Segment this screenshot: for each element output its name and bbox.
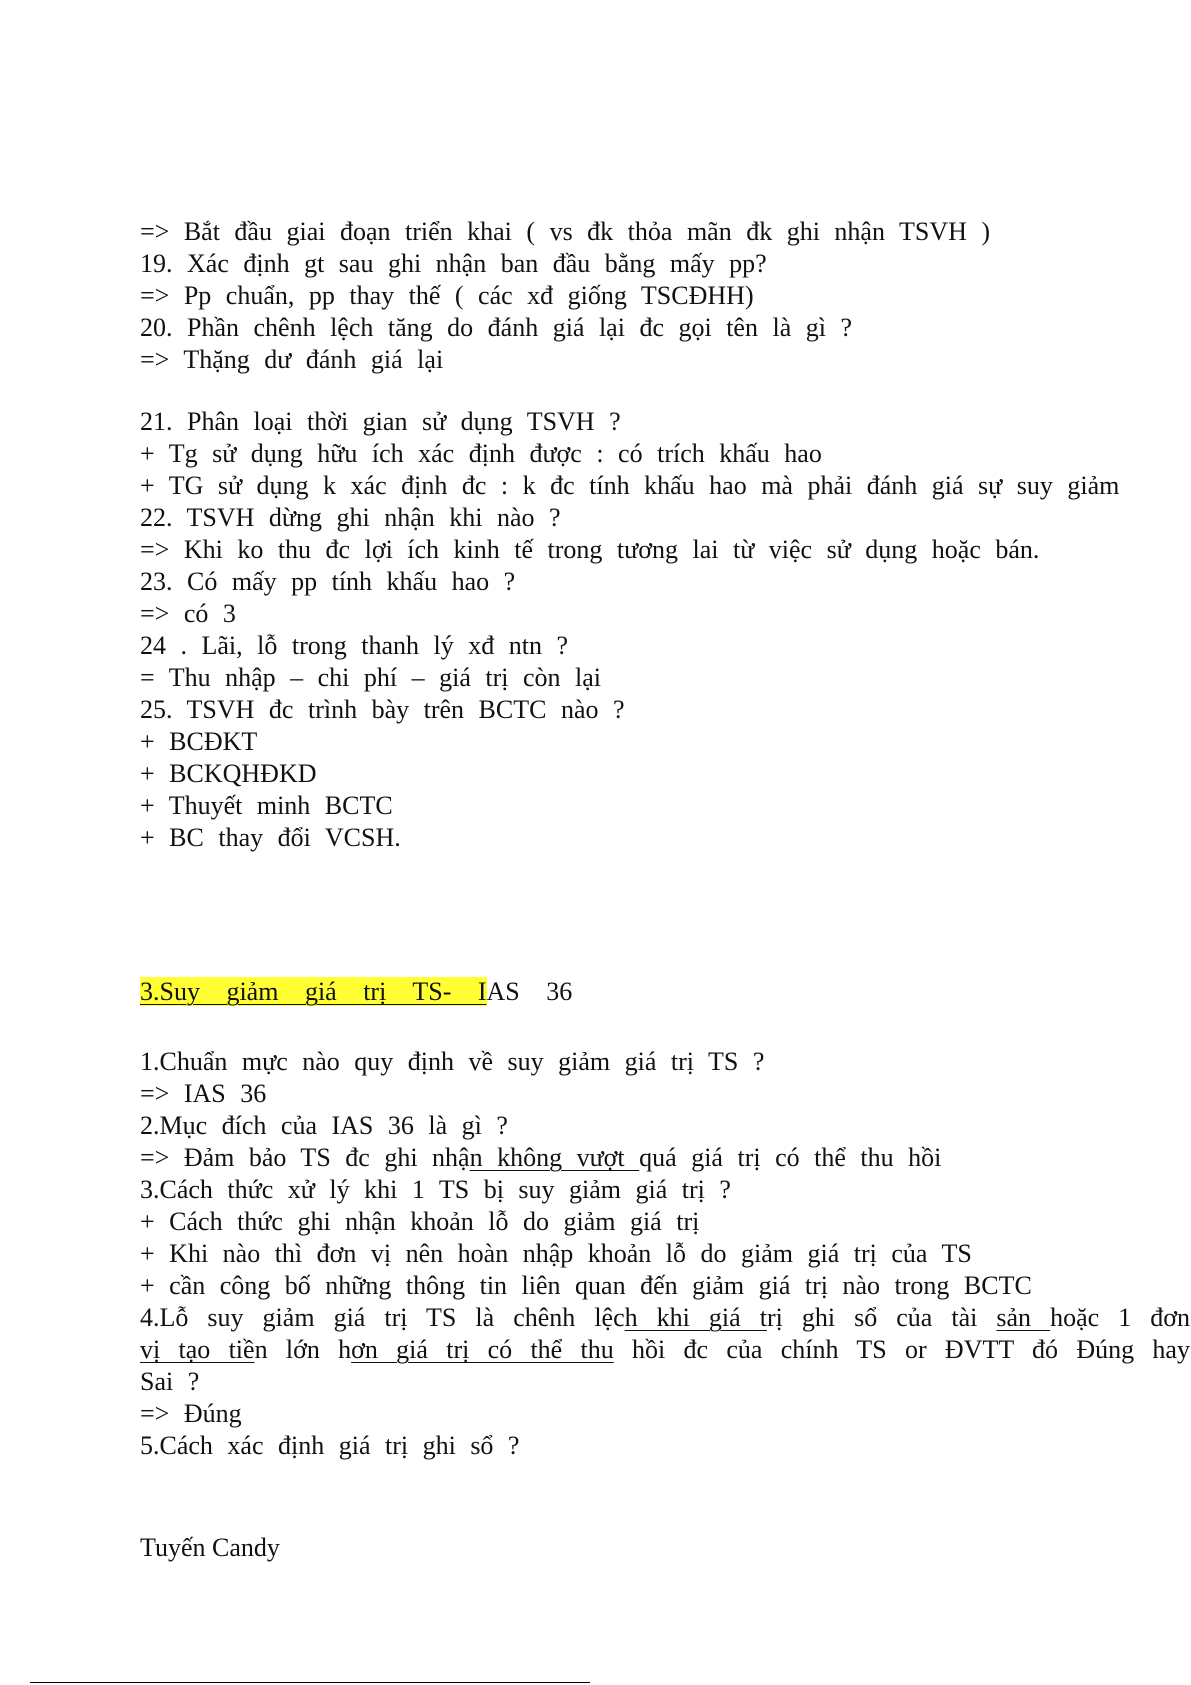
q4-underlined-1: h khi giá t — [624, 1303, 767, 1332]
text-line-answer-18: => Bắt đầu giai đoạn triển khai ( vs đk thỏa mãn đk ghi nhận TSVH ) — [140, 217, 991, 246]
text-line-s-answer-4: => Đúng — [140, 1399, 242, 1428]
q4-part-f: n lớn h — [254, 1335, 352, 1364]
text-line-s-answer-1: => IAS 36 — [140, 1079, 267, 1108]
q4-part-c: rị ghi sổ của tài — [766, 1303, 997, 1332]
text-line-s-q4-line3: Sai ? — [140, 1367, 200, 1396]
q4-part-a: 4.Lỗ suy giảm giá trị TS là chênh lệc — [140, 1303, 625, 1332]
text-line-q24: 24 . Lãi, lỗ trong thanh lý xđ ntn ? — [140, 631, 569, 660]
text-line-q22: 22. TSVH dừng ghi nhận khi nào ? — [140, 503, 561, 532]
text-line-answer-21a: + Tg sử dụng hữu ích xác định được : có trích khấu hao — [140, 439, 822, 468]
text-line-s-q3: 3.Cách thức xử lý khi 1 TS bị suy giảm giá trị ? — [140, 1175, 731, 1204]
q4-part-g: hồi đc của chính TS or ĐVTT đó Đúng hay — [613, 1335, 1190, 1364]
text-line-q23: 23. Có mấy pp tính khấu hao ? — [140, 567, 516, 596]
text-line-q19: 19. Xác định gt sau ghi nhận ban đầu bằng mấy pp? — [140, 249, 767, 278]
answer-2-underlined: n không vượt — [469, 1143, 640, 1172]
section-heading-rest: AS 36 — [486, 977, 573, 1006]
q4-underlined-4: ơn giá trị có thể thu — [351, 1335, 614, 1364]
text-line-answer-20: => Thặng dư đánh giá lại — [140, 345, 444, 374]
text-line-s-q4-line1 — [140, 1302, 1190, 1334]
text-line-q21: 21. Phân loại thời gian sử dụng TSVH ? — [140, 407, 621, 436]
text-line-s-q2: 2.Mục đích của IAS 36 là gì ? — [140, 1111, 508, 1140]
text-line-answer-19: => Pp chuẩn, pp thay thế ( các xđ giống TSCĐHH) — [140, 281, 754, 310]
section-heading — [140, 976, 572, 1008]
answer-2-part-c: quá giá trị có thể thu hồi — [639, 1143, 942, 1172]
text-line-s-answer-2 — [140, 1142, 941, 1174]
text-line-answer-24: = Thu nhập – chi phí – giá trị còn lại — [140, 663, 601, 692]
q4-part-e: hoặc 1 đơn — [1050, 1303, 1190, 1332]
text-line-s-q4-line2 — [140, 1334, 1190, 1366]
text-line-answer-25a: + BCĐKT — [140, 727, 258, 756]
text-line-s-answer-3a: + Cách thức ghi nhận khoản lỗ do giảm giá trị — [140, 1207, 700, 1236]
text-line-answer-23: => có 3 — [140, 599, 236, 628]
text-line-s-answer-3b: + Khi nào thì đơn vị nên hoàn nhập khoản lỗ do giảm giá trị của TS — [140, 1239, 972, 1268]
footer-signature: Tuyến Candy — [140, 1533, 280, 1562]
q4-underlined-3: vị tạo tiề — [140, 1335, 255, 1364]
text-line-answer-25b: + BCKQHĐKD — [140, 759, 317, 788]
answer-2-part-a: => Đảm bảo TS đc ghi nhậ — [140, 1143, 470, 1172]
text-line-answer-25c: + Thuyết minh BCTC — [140, 791, 393, 820]
text-line-answer-22: => Khi ko thu đc lợi ích kinh tế trong tương lai từ việc sử dụng hoặc bán. — [140, 535, 1040, 564]
text-line-s-q5: 5.Cách xác định giá trị ghi sổ ? — [140, 1431, 520, 1460]
text-line-q20: 20. Phần chênh lệch tăng do đánh giá lại đc gọi tên là gì ? — [140, 313, 852, 342]
text-line-s-q1: 1.Chuẩn mực nào quy định về suy giảm giá trị TS ? — [140, 1047, 765, 1076]
section-heading-highlighted: 3.Suy giảm giá trị TS- I — [140, 977, 487, 1006]
text-line-answer-21b: + TG sử dụng k xác định đc : k đc tính khấu hao mà phải đánh giá sự suy giảm — [140, 471, 1120, 500]
text-line-s-answer-3c: + cần công bố những thông tin liên quan đến giảm giá trị nào trong BCTC — [140, 1271, 1032, 1300]
bottom-rule — [30, 1682, 590, 1683]
text-line-answer-25d: + BC thay đổi VCSH. — [140, 823, 401, 852]
q4-underlined-2: sản — [996, 1303, 1051, 1332]
text-line-q25: 25. TSVH đc trình bày trên BCTC nào ? — [140, 695, 625, 724]
